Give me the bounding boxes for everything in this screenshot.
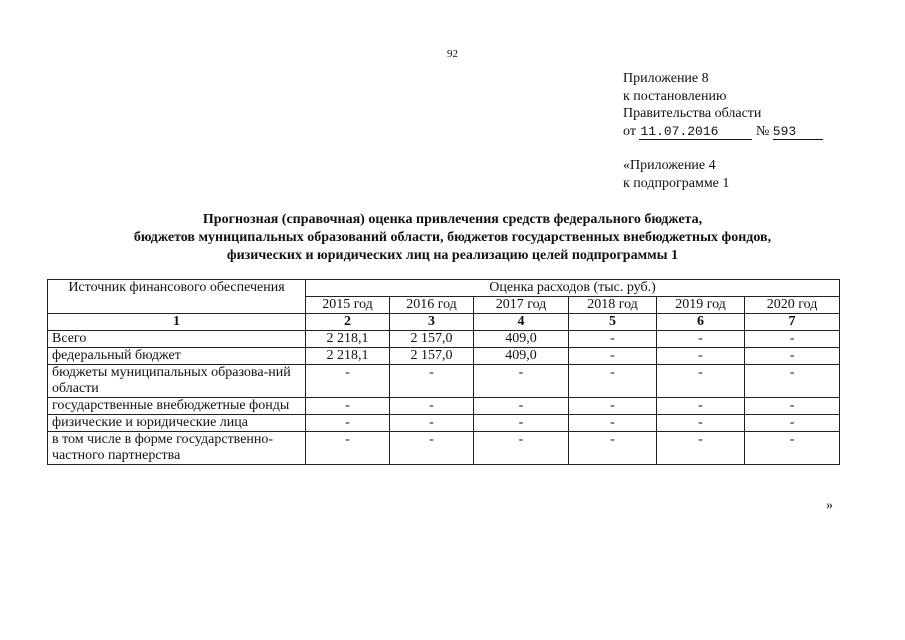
table-cell: 2 157,0 — [390, 331, 474, 348]
table-cell: - — [474, 432, 569, 465]
appendix-block — [623, 70, 823, 140]
table-cell: - — [474, 398, 569, 415]
year-header: 2017 год — [474, 297, 569, 314]
table-row — [48, 432, 840, 465]
table-row — [48, 365, 840, 398]
table-cell: - — [657, 365, 745, 398]
table-cell: - — [569, 398, 657, 415]
table-cell: - — [474, 415, 569, 432]
row-label: государственные внебюджетные фонды — [48, 398, 306, 415]
number-label: № — [755, 123, 770, 139]
year-header: 2019 год — [657, 297, 745, 314]
table-cell: - — [745, 398, 840, 415]
document-title — [40, 211, 865, 265]
closing-quote: » — [826, 498, 833, 513]
table-cell: - — [569, 365, 657, 398]
table-row — [48, 348, 840, 365]
table-cell: - — [474, 365, 569, 398]
table-cell: 2 218,1 — [306, 348, 390, 365]
title-line-3: физических и юридических лиц на реализацию целей подпрограммы 1 — [226, 248, 679, 263]
year-header: 2020 год — [745, 297, 840, 314]
appendix-government: Правительства области — [623, 106, 762, 121]
row-label: Всего — [48, 331, 306, 348]
column-number: 7 — [745, 314, 840, 331]
row-label: федеральный бюджет — [48, 348, 306, 365]
table-cell: - — [569, 331, 657, 348]
column-number: 6 — [657, 314, 745, 331]
table-cell: - — [745, 331, 840, 348]
column-number: 1 — [48, 314, 306, 331]
table-cell: - — [657, 398, 745, 415]
table-cell: - — [390, 365, 474, 398]
appendix2-block — [623, 157, 729, 193]
table-cell: - — [569, 415, 657, 432]
column-number-row — [48, 314, 840, 331]
table-cell: - — [306, 365, 390, 398]
table-cell: - — [745, 365, 840, 398]
column-number: 4 — [474, 314, 569, 331]
funding-table — [47, 279, 840, 465]
table-cell: 409,0 — [474, 348, 569, 365]
page-number: 92 — [447, 48, 458, 60]
table-cell: - — [657, 432, 745, 465]
table-cell: - — [390, 415, 474, 432]
appendix-date-line — [623, 123, 823, 141]
table-cell: - — [569, 432, 657, 465]
appendix-title: Приложение 8 — [623, 71, 709, 86]
table-cell: - — [657, 415, 745, 432]
title-line-2: бюджетов муниципальных образований области, бюджетов государственных внебюджетных фондов, — [133, 230, 772, 245]
table-row — [48, 415, 840, 432]
table-cell: - — [569, 348, 657, 365]
appendix2-title: «Приложение 4 — [623, 158, 716, 173]
table-cell: - — [745, 415, 840, 432]
table-cell: - — [745, 432, 840, 465]
row-label: в том числе в форме государственно-частного партнерства — [48, 432, 306, 465]
column-number: 5 — [569, 314, 657, 331]
column-number: 3 — [390, 314, 474, 331]
table-cell: - — [306, 415, 390, 432]
table-cell: 2 157,0 — [390, 348, 474, 365]
table-cell: - — [390, 398, 474, 415]
table-cell: 409,0 — [474, 331, 569, 348]
table-cell: - — [306, 398, 390, 415]
appendix2-subprogram: к подпрограмме 1 — [623, 176, 730, 191]
table-cell: - — [306, 432, 390, 465]
table-cell: - — [745, 348, 840, 365]
from-label: от — [623, 123, 636, 139]
resolution-date: 11.07.2016 — [639, 124, 752, 140]
source-header: Источник финансового обеспечения — [48, 280, 306, 314]
estimate-header: Оценка расходов (тыс. руб.) — [306, 280, 840, 297]
row-label: физические и юридические лица — [48, 415, 306, 432]
column-number: 2 — [306, 314, 390, 331]
table-cell: - — [390, 432, 474, 465]
table-cell: - — [657, 348, 745, 365]
year-header: 2016 год — [390, 297, 474, 314]
row-label: бюджеты муниципальных образова-ний области — [48, 365, 306, 398]
resolution-number: 593 — [773, 124, 823, 140]
year-header: 2018 год — [569, 297, 657, 314]
table-cell: 2 218,1 — [306, 331, 390, 348]
table-row — [48, 398, 840, 415]
title-line-1: Прогнозная (справочная) оценка привлечения средств федерального бюджета, — [202, 212, 703, 227]
header-row-1 — [48, 280, 840, 297]
year-header: 2015 год — [306, 297, 390, 314]
table-cell: - — [657, 331, 745, 348]
table-row — [48, 331, 840, 348]
appendix-resolution: к постановлению — [623, 88, 727, 104]
